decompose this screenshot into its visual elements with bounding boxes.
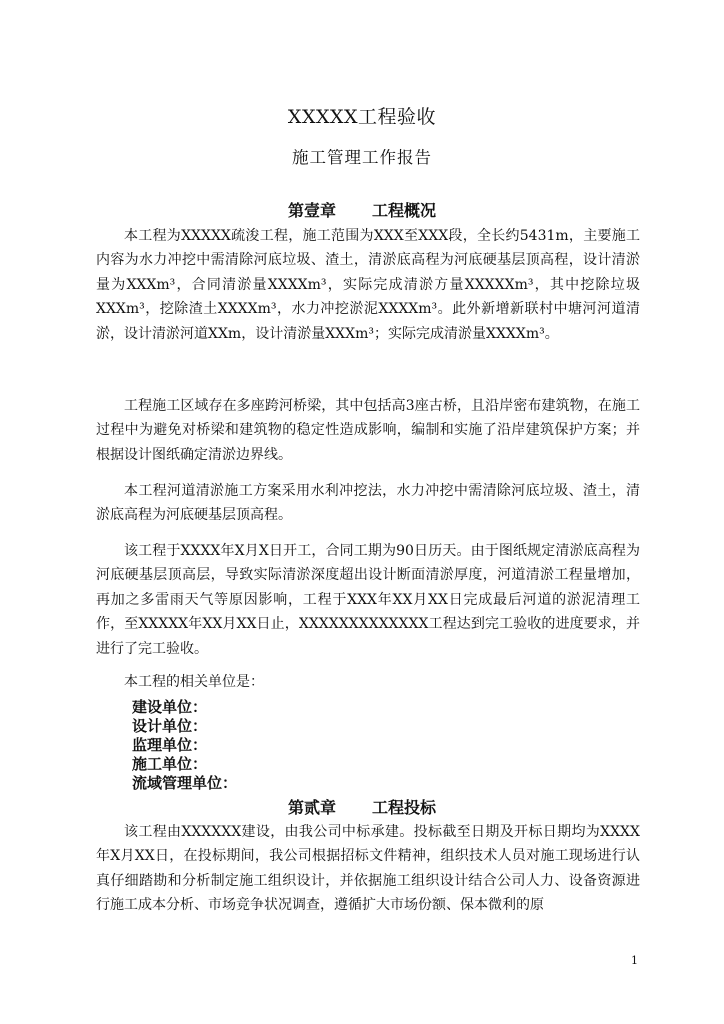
paragraph-related-units-intro: 本工程的相关单位是：	[124, 674, 264, 690]
chapter-heading-2	[0, 795, 724, 818]
unit-contractor: 施工单位：	[132, 755, 208, 773]
chapter-name: 工程概况	[372, 201, 437, 220]
paragraph-dredging-method: 本工程河道清淤施工方案采用水利冲挖法，水力冲挖中需清除河底垃圾、渣土，清淤底高程为河底硬基层顶高程。	[96, 483, 640, 524]
unit-basin-management: 流域管理单位：	[132, 774, 238, 792]
related-units-list	[132, 698, 237, 793]
document-subtitle: 施工管理工作报告	[292, 148, 432, 167]
paragraph-project-scope: 本工程为XXXXX疏浚工程，施工范围为XXX至XXX段，全长约5431m，主要施工内容为水力冲挖中需清除河底垃圾、渣土，清淤底高程为河底硬基层顶高程，设计清淤量为XXXm³，合同清淤量XXXXm³，实际完成清淤方量XXXXXm³，其中挖除垃圾XXXm³，挖除渣土XXXXm³，水力冲挖淤泥XXXXm³。此外新增新联村中塘河河道清淤，设计清淤河道XXm，设计清淤量XXXm³；实际完成清淤量XXXXm³。	[96, 228, 640, 342]
paragraph-bidding: 该工程由XXXXXX建设，由我公司中标承建。投标截至日期及开标日期均为XXXX年X月XX日，在投标期间，我公司根据招标文件精神，组织技术人员对施工现场进行认真仔细踏勘和分析制定施工组织设计，并依据施工组织设计结合公司人力、设备资源进行施工成本分析、市场竞争状况调查，遵循扩大市场份额、保本微利的原	[96, 824, 640, 914]
unit-designer: 设计单位：	[132, 717, 208, 735]
paragraph-schedule: 该工程于XXXX年X月X日开工，合同工期为90日历天。由于图纸规定清淤底高程为河底硬基层顶高层，导致实际清淤深度超出设计断面清淤厚度，河道清淤工程量增加，再加之多雷雨天气等原因影响，工程于XXX年XX月XX日完成最后河道的淤泥清理工作，至XXXXX年XX月XX日止，XXXXXXXXXXXXX工程达到完工验收的进度要求，并进行了完工验收。	[96, 543, 640, 657]
unit-supervisor: 监理单位：	[132, 736, 208, 754]
chapter-name: 工程投标	[372, 798, 437, 817]
chapter-number: 第贰章	[287, 798, 336, 817]
page-number: 1	[631, 954, 638, 967]
paragraph-construction-area: 工程施工区域存在多座跨河桥梁，其中包括高3座古桥，且沿岸密布建筑物，在施工过程中为避免对桥梁和建筑物的稳定性造成影响，编制和实施了沿岸建筑保护方案；并根据设计图纸确定清淤边界线。	[96, 398, 640, 463]
chapter-number: 第壹章	[287, 201, 336, 220]
unit-construction-owner: 建设单位：	[132, 698, 208, 716]
document-title: XXXXX工程验收	[287, 106, 437, 128]
chapter-heading-1	[0, 198, 724, 221]
